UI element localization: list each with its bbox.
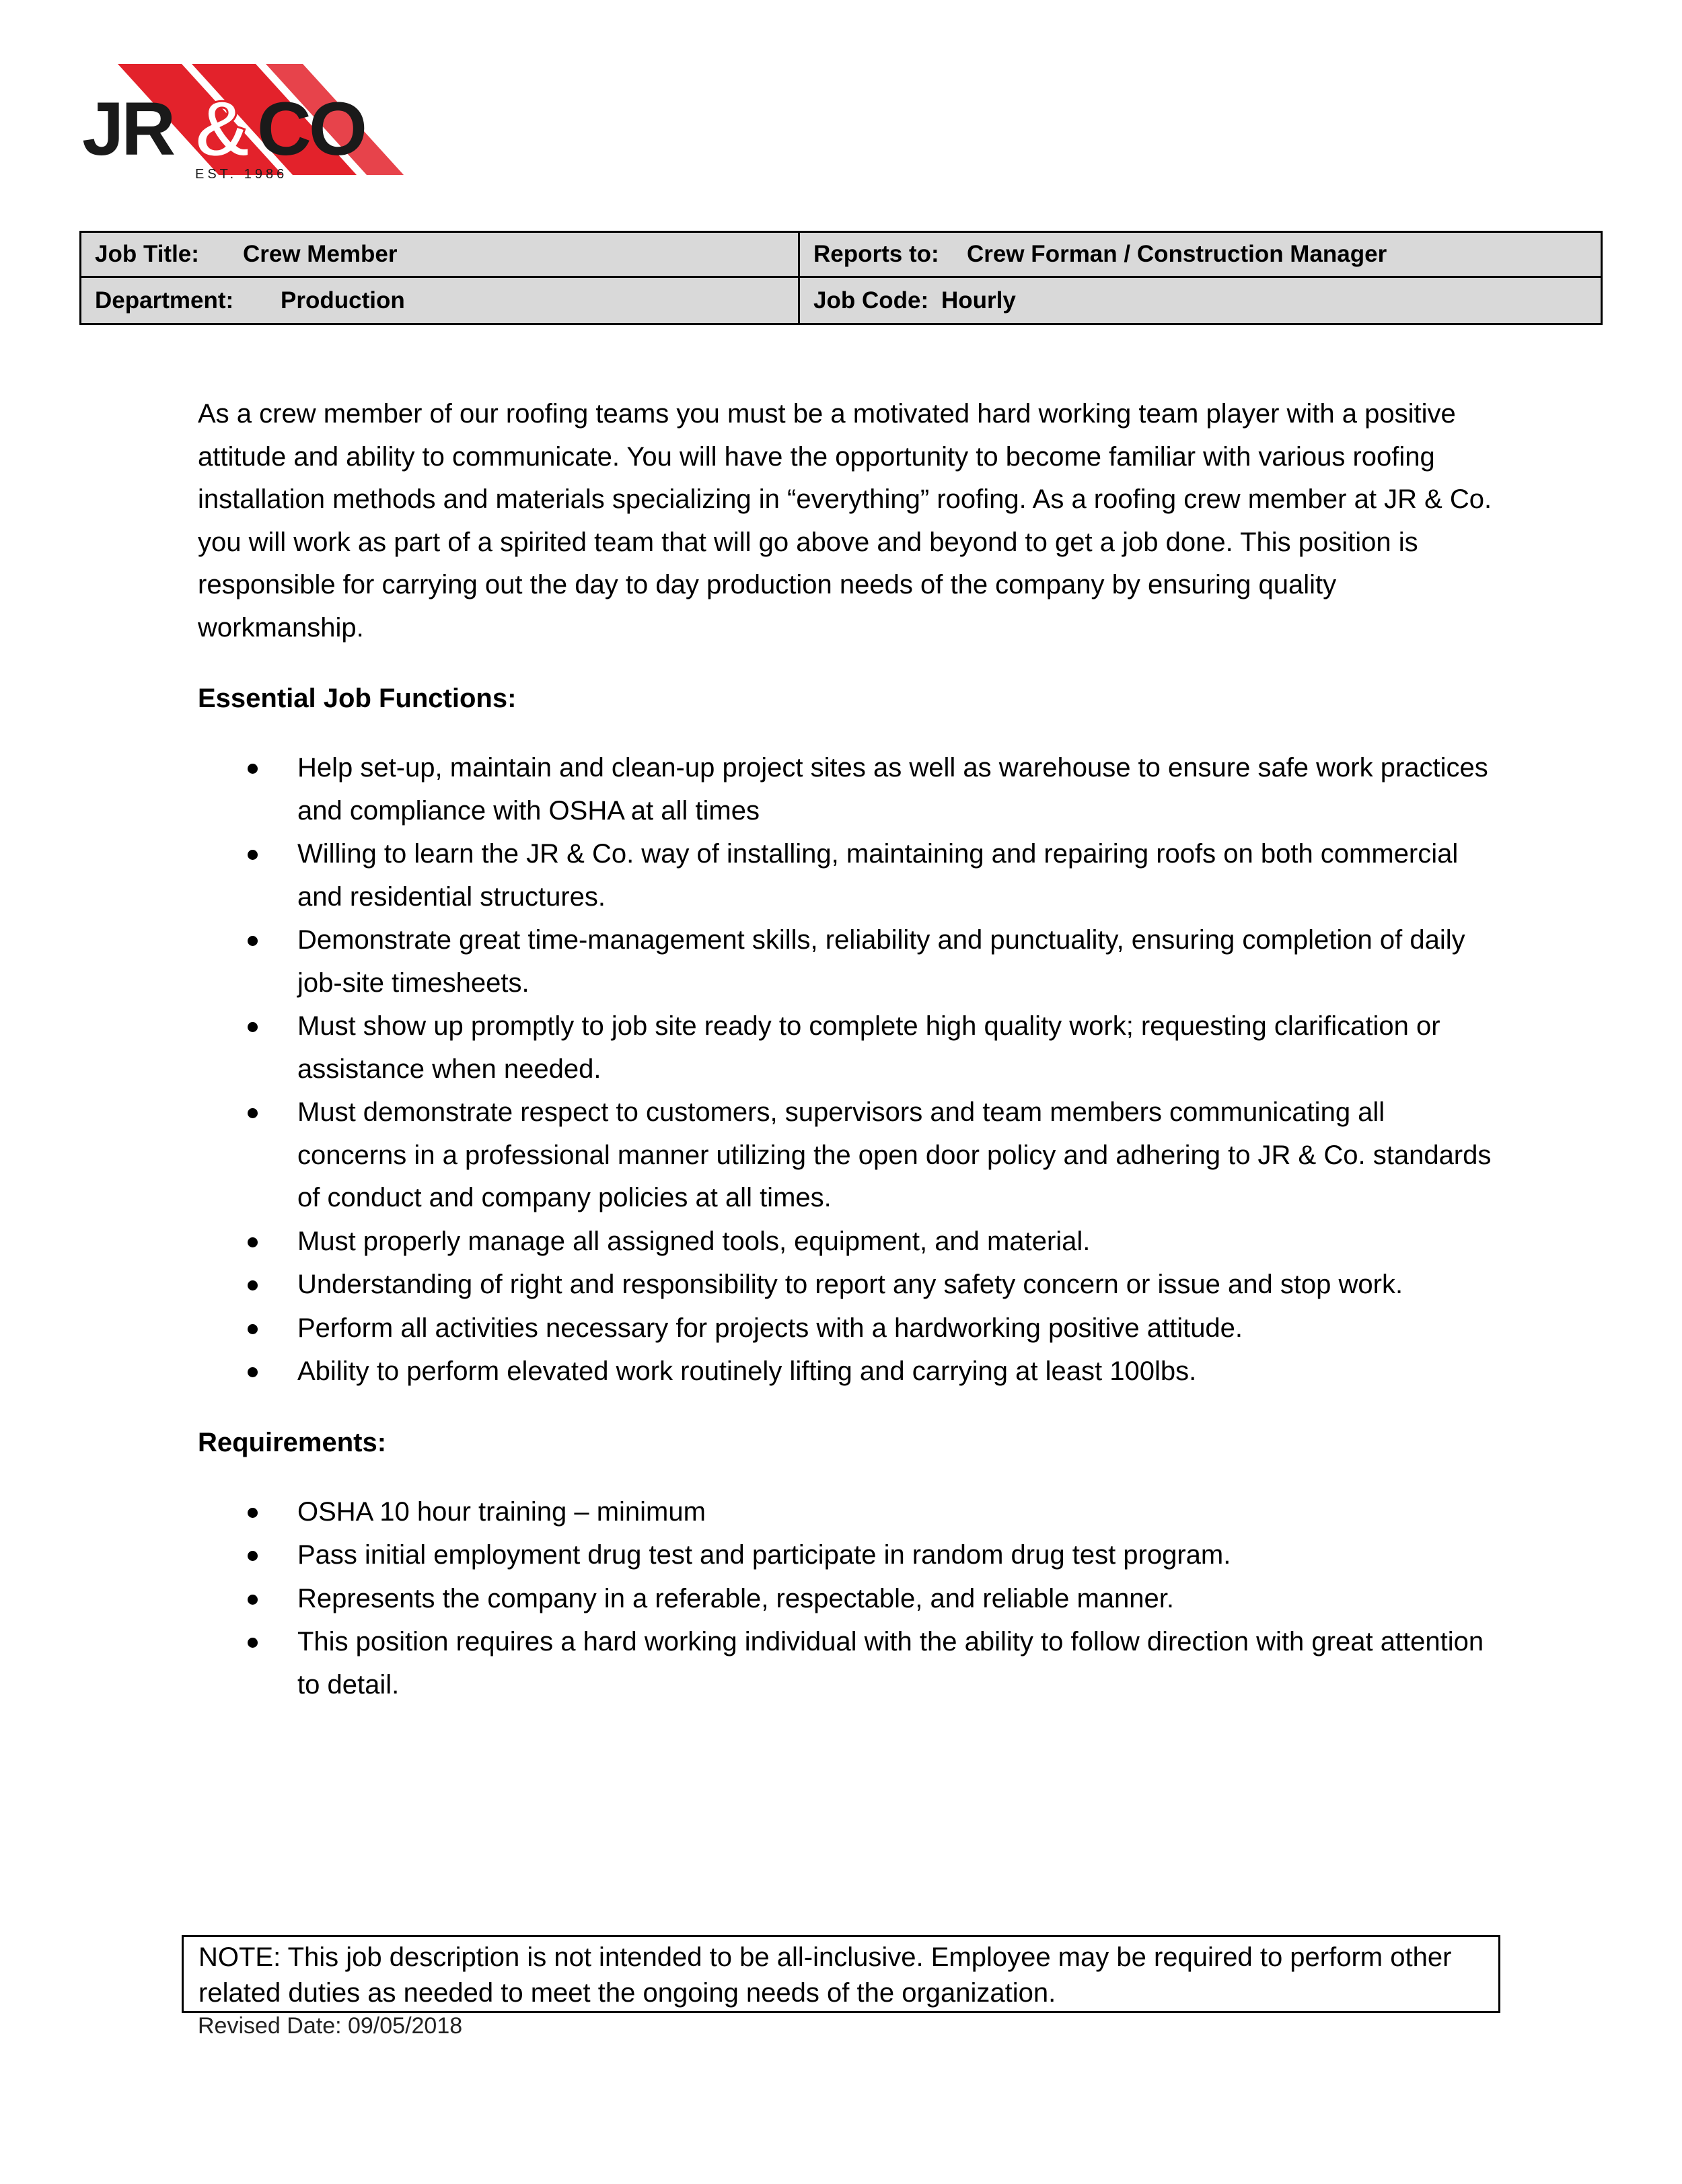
svg-text:&: &	[194, 85, 252, 174]
revised-date: Revised Date: 09/05/2018	[198, 2013, 463, 2039]
list-item: Understanding of right and responsibility to report any safety concern or issue and stop work.	[198, 1264, 1496, 1307]
job-title-cell	[81, 233, 800, 278]
job-code-label: Job Code:	[813, 287, 929, 314]
job-code-cell	[800, 278, 1601, 323]
department-value: Production	[281, 287, 405, 314]
svg-text:CO: CO	[257, 87, 365, 171]
list-item: This position requires a hard working individual with the ability to follow direction with great attention to detail.	[198, 1621, 1496, 1706]
bullet-icon	[248, 1022, 258, 1032]
reports-to-value: Crew Forman / Construction Manager	[967, 241, 1387, 267]
department-cell	[81, 278, 800, 323]
svg-text:EST. 1986: EST. 1986	[195, 167, 288, 182]
bullet-icon	[248, 1280, 258, 1290]
svg-text:JR: JR	[82, 87, 174, 171]
list-item: Must properly manage all assigned tools, equipment, and material.	[198, 1221, 1496, 1264]
list-item: Must show up promptly to job site ready to complete high quality work; requesting clarification or assistance when needed.	[198, 1005, 1496, 1091]
bullet-icon	[248, 1551, 258, 1561]
bullet-icon	[248, 764, 258, 774]
disclaimer-note: NOTE: This job description is not intended to be all-inclusive. Employee may be required to perform other related duties as needed to meet the ongoing needs of the organization.	[182, 1935, 1500, 2013]
list-item: Must demonstrate respect to customers, supervisors and team members communicating all concerns in a professional manner utilizing the open door policy and adhering to JR & Co. standards of conduct and company policies at all times.	[198, 1091, 1496, 1220]
bullet-icon	[248, 1108, 258, 1118]
requirements-heading: Requirements:	[198, 1427, 387, 1457]
bullet-icon	[248, 1324, 258, 1334]
job-description-body	[198, 393, 1496, 1707]
job-title-label: Job Title:	[95, 241, 199, 267]
bullet-icon	[248, 1508, 258, 1518]
department-label: Department:	[95, 287, 234, 314]
list-item: Ability to perform elevated work routinely lifting and carrying at least 100lbs.	[198, 1350, 1496, 1393]
list-item: Help set-up, maintain and clean-up project sites as well as warehouse to ensure safe work practices and compliance with OSHA at all times	[198, 747, 1496, 832]
essential-functions-heading: Essential Job Functions:	[198, 684, 517, 713]
list-item: Pass initial employment drug test and participate in random drug test program.	[198, 1534, 1496, 1577]
list-item: Perform all activities necessary for projects with a hardworking positive attitude.	[198, 1307, 1496, 1350]
list-item: Demonstrate great time-management skills, reliability and punctuality, ensuring completion of daily job-site timesheets.	[198, 919, 1496, 1005]
job-info-table	[79, 231, 1603, 325]
intro-paragraph: As a crew member of our roofing teams you must be a motivated hard working team player with a positive attitude and ability to communicate. You will have the opportunity to become familiar with various roofing installation methods and materials specializing in “everything” roofing. As a roofing crew member at JR & Co. you will work as part of a spirited team that will go above and beyond to get a job done. This position is responsible for carrying out the day to day production needs of the company by ensuring quality workmanship.	[198, 399, 1492, 643]
list-item: OSHA 10 hour training – minimum	[198, 1491, 1496, 1534]
essential-functions-list	[198, 747, 1496, 1393]
reports-to-cell	[800, 233, 1601, 278]
job-code-value: Hourly	[941, 287, 1016, 314]
requirements-list	[198, 1491, 1496, 1707]
list-item: Represents the company in a referable, respectable, and reliable manner.	[198, 1578, 1496, 1621]
bullet-icon	[248, 1367, 258, 1377]
bullet-icon	[248, 1638, 258, 1648]
job-title-value: Crew Member	[243, 241, 398, 267]
list-item: Willing to learn the JR & Co. way of installing, maintaining and repairing roofs on both commercial and residential structures.	[198, 833, 1496, 918]
bullet-icon	[248, 850, 258, 860]
bullet-icon	[248, 936, 258, 946]
reports-to-label: Reports to:	[813, 241, 939, 267]
bullet-icon	[248, 1237, 258, 1247]
bullet-icon	[248, 1595, 258, 1605]
company-logo	[81, 61, 417, 182]
